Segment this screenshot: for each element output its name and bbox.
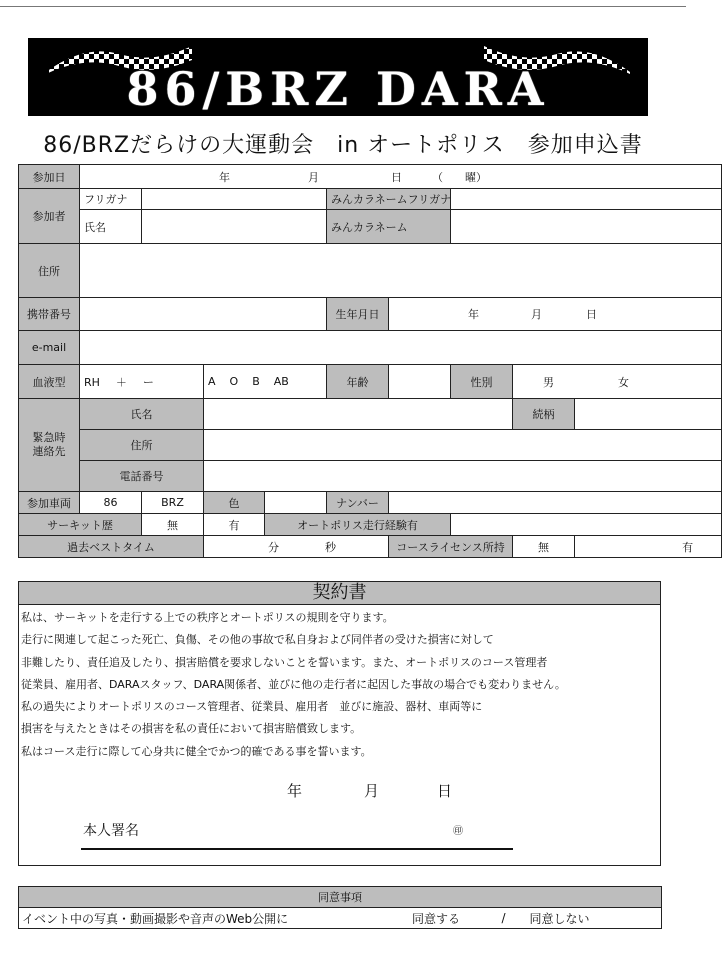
date-month-label: 月 <box>308 170 319 184</box>
contract-year-label: 年 <box>287 782 303 800</box>
email-input[interactable] <box>80 331 722 365</box>
participant-label: 参加者 <box>19 189 80 244</box>
date-label: 参加日 <box>19 165 80 189</box>
consent-disagree-option[interactable]: 同意しない <box>524 908 662 929</box>
contract-line: 非難したり、責任追及したり、損害賠償を要求しないことを誓います。また、オートポリスのコース管理者 <box>21 655 548 669</box>
emergency-label-line2: 連絡先 <box>32 445 66 458</box>
gender-male[interactable]: 男 <box>543 375 554 389</box>
mobile-input[interactable] <box>80 298 327 331</box>
autopolis-exp-input[interactable] <box>451 514 722 536</box>
row-name <box>19 210 722 244</box>
application-form-table <box>18 164 722 558</box>
blood-plus[interactable]: ＋ <box>115 375 127 389</box>
logo-text: 86/BRZ DARA <box>126 62 550 116</box>
circuit-yes-option[interactable]: 有 <box>204 514 265 536</box>
emergency-name-label: 氏名 <box>80 399 204 430</box>
contract-line: 私の過失によりオートポリスのコース管理者、従業員、雇用者 並びに施設、器材、車両等に <box>21 700 483 714</box>
blood-b[interactable]: B <box>252 375 260 388</box>
emergency-phone-label: 電話番号 <box>80 461 204 492</box>
birthdate-input[interactable] <box>389 298 722 331</box>
best-time-input[interactable] <box>204 536 389 558</box>
blood-rh: RH <box>84 375 100 389</box>
emergency-contact-label <box>19 399 80 492</box>
address-label: 住所 <box>19 244 80 298</box>
email-label: e-mail <box>19 331 80 365</box>
row-best-time <box>19 536 722 558</box>
row-date <box>19 165 722 189</box>
name-label: 氏名 <box>80 210 142 244</box>
autopolis-exp-label: オートポリス走行経験有 <box>265 514 451 536</box>
consent-row <box>19 908 662 929</box>
gender-label: 性別 <box>451 365 513 399</box>
contract-line: 私は、サーキットを走行する上での秩序とオートポリスの規則を守ります。 <box>21 611 394 624</box>
license-label: コースライセンス所持 <box>389 536 513 558</box>
top-border-line <box>0 6 686 7</box>
row-vehicle <box>19 492 722 514</box>
birthdate-label: 生年月日 <box>327 298 389 331</box>
minkara-name-input[interactable] <box>451 210 722 244</box>
minkara-furigana-label: みんカラネームフリガナ <box>327 189 451 210</box>
row-emergency-phone <box>19 461 722 492</box>
color-input[interactable] <box>265 492 327 514</box>
date-day-label: 日 <box>391 170 402 184</box>
contract-body <box>19 605 660 763</box>
emergency-label-line1: 緊急時 <box>32 431 66 444</box>
row-mobile <box>19 298 722 331</box>
blood-rh-options[interactable] <box>80 365 204 399</box>
blood-label: 血液型 <box>19 365 80 399</box>
contract-line: 走行に関連して起こった死亡、負傷、その他の事故で私自身および同伴者の受けた損害に対して <box>21 633 494 647</box>
date-year-label: 年 <box>219 170 230 184</box>
consent-head-row <box>19 887 662 908</box>
blood-ab[interactable]: AB <box>273 375 289 388</box>
birth-year-label: 年 <box>468 308 479 321</box>
furigana-label: フリガナ <box>80 189 142 210</box>
minkara-name-label: みんカラネーム <box>327 210 451 244</box>
relation-input[interactable] <box>575 399 722 430</box>
relation-label: 続柄 <box>513 399 575 430</box>
event-logo-banner <box>28 38 648 116</box>
row-emergency-name <box>19 399 722 430</box>
address-input[interactable] <box>80 244 722 298</box>
consent-table <box>18 886 662 929</box>
contract-day-label: 日 <box>437 782 453 800</box>
emergency-phone-input[interactable] <box>204 461 722 492</box>
minkara-furigana-input[interactable] <box>451 189 722 210</box>
best-time-label: 過去ベストタイム <box>19 536 204 558</box>
circuit-none-option[interactable]: 無 <box>142 514 204 536</box>
license-yes-option[interactable]: 有 <box>575 536 722 558</box>
furigana-input[interactable] <box>142 189 327 210</box>
gender-female[interactable]: 女 <box>618 375 629 389</box>
consent-agree-option[interactable]: 同意する <box>389 908 484 929</box>
date-weekday-label: （ 曜） <box>432 170 487 184</box>
contract-section <box>18 581 661 866</box>
plate-label: ナンバー <box>327 492 389 514</box>
row-address <box>19 244 722 298</box>
consent-text: イベント中の写真・動画撮影や音声のWeb公開に <box>19 908 389 929</box>
color-label: 色 <box>204 492 265 514</box>
consent-slash: / <box>484 908 524 929</box>
blood-o[interactable]: O <box>229 375 239 388</box>
blood-minus[interactable]: ー <box>142 375 154 389</box>
emergency-address-label: 住所 <box>80 430 204 461</box>
birth-month-label: 月 <box>531 308 542 321</box>
row-furigana <box>19 189 722 210</box>
signature-line[interactable] <box>81 848 513 850</box>
vehicle-label: 参加車両 <box>19 492 80 514</box>
page-title: 86/BRZだらけの大運動会 in オートポリス 参加申込書 <box>43 133 643 158</box>
best-sec-label: 秒 <box>325 540 336 554</box>
contract-line: 損害を与えたときはその損害を私の責任において損害賠償致します。 <box>21 722 362 736</box>
circuit-history-label: サーキット歴 <box>19 514 142 536</box>
row-emergency-address <box>19 430 722 461</box>
seal-mark: ㊞ <box>453 826 463 837</box>
row-circuit-history <box>19 514 722 536</box>
plate-input[interactable] <box>389 492 722 514</box>
row-email <box>19 331 722 365</box>
best-min-label: 分 <box>268 540 279 554</box>
contract-month-label: 月 <box>364 782 380 800</box>
blood-a[interactable]: A <box>208 375 216 388</box>
consent-heading: 同意事項 <box>19 887 662 908</box>
row-blood <box>19 365 722 399</box>
emergency-name-input[interactable] <box>204 399 513 430</box>
license-none-option[interactable]: 無 <box>513 536 575 558</box>
signature-label: 本人署名 <box>83 823 139 839</box>
name-input[interactable] <box>142 210 327 244</box>
blood-type-options[interactable] <box>204 365 327 399</box>
contract-date-field[interactable] <box>287 780 452 801</box>
mobile-label: 携帯番号 <box>19 298 80 331</box>
gender-options[interactable] <box>513 365 722 399</box>
date-field[interactable] <box>80 165 722 189</box>
age-label: 年齢 <box>327 365 389 399</box>
birth-day-label: 日 <box>586 308 597 321</box>
emergency-address-input[interactable] <box>204 430 722 461</box>
contract-line: 従業員、雇用者、DARAスタッフ、DARA関係者、並びに他の走行者に起因した事故の場合でも変わりません。 <box>21 677 566 691</box>
contract-line: 私はコース走行に際して心身共に健全でかつ的確である事を誓います。 <box>21 744 372 758</box>
vehicle-brz-option[interactable]: BRZ <box>142 492 204 514</box>
vehicle-86-option[interactable]: 86 <box>80 492 142 514</box>
contract-heading: 契約書 <box>19 582 660 605</box>
age-input[interactable] <box>389 365 451 399</box>
